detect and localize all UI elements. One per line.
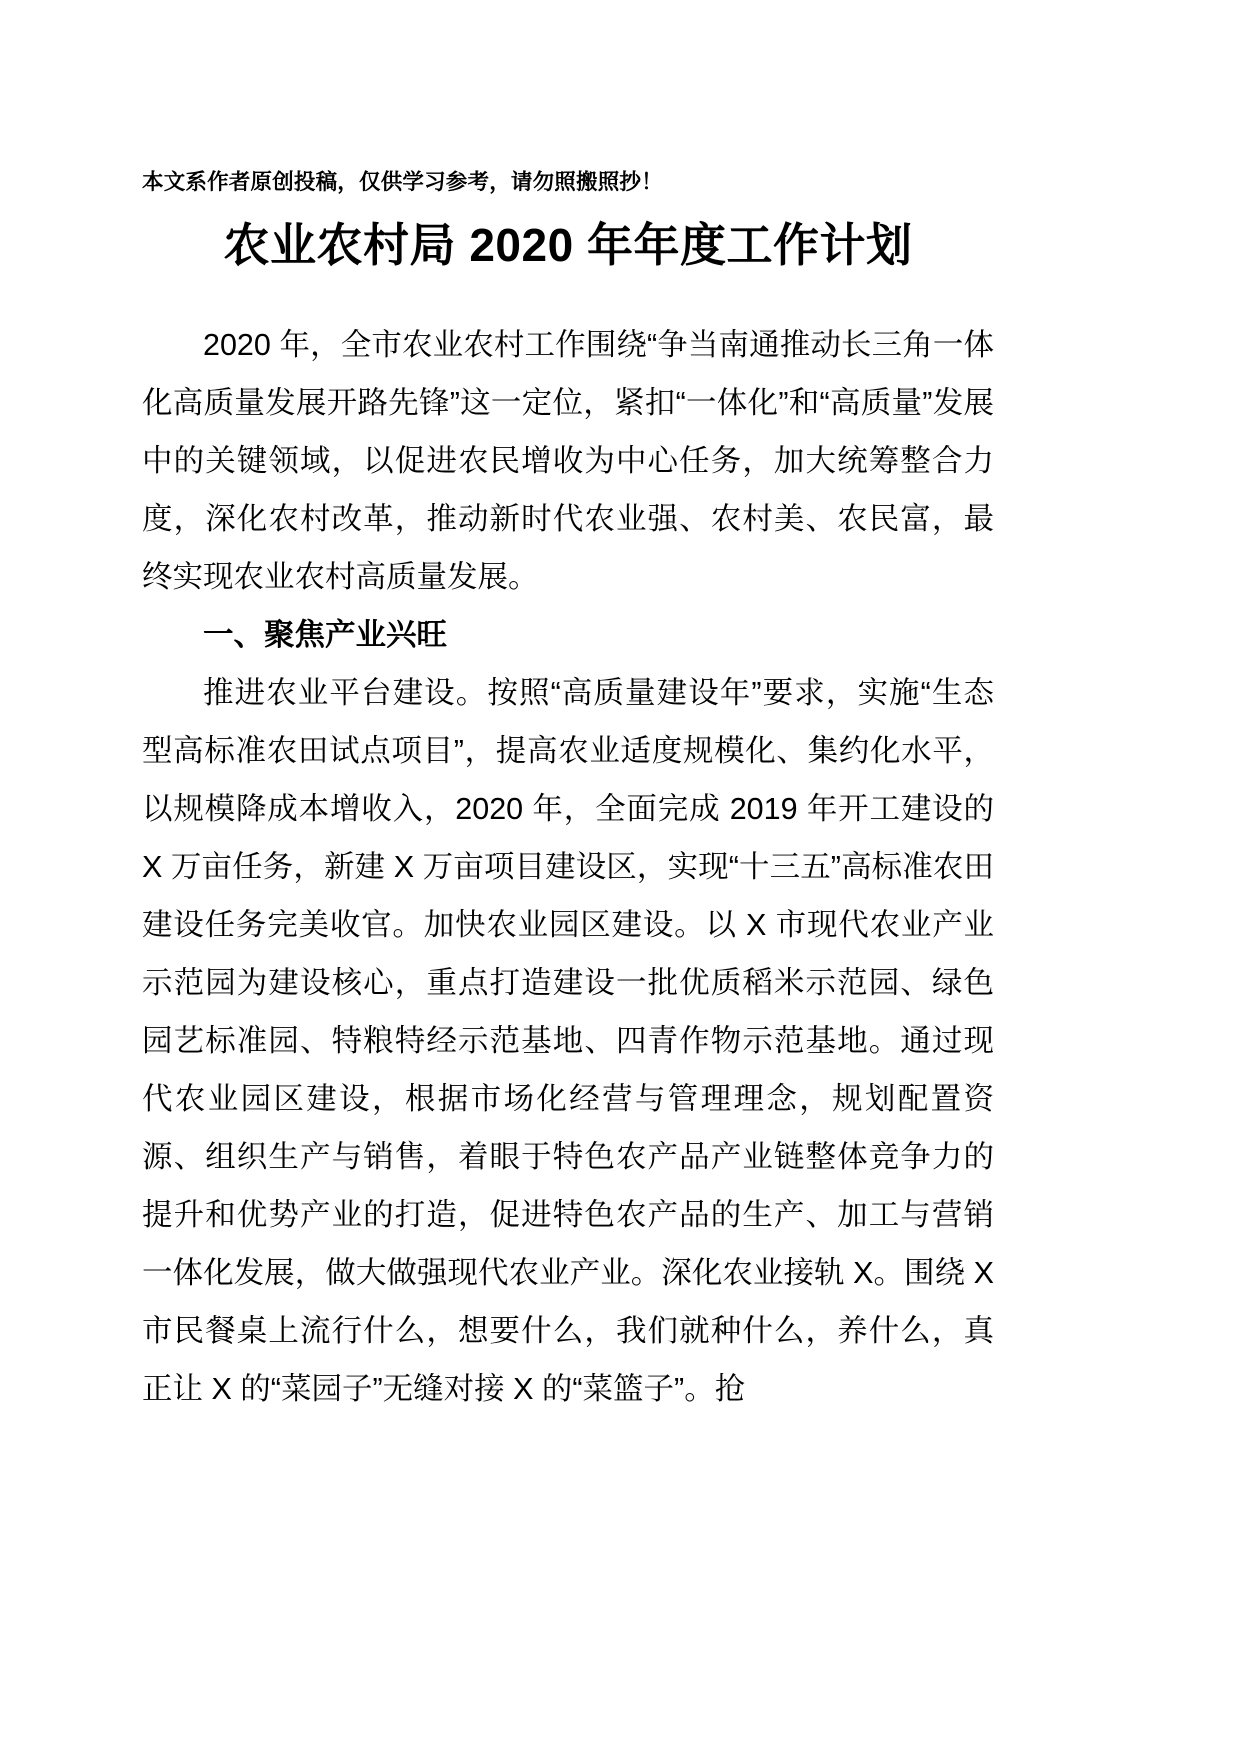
- page-title: 农业农村局 2020 年年度工作计划: [223, 219, 913, 271]
- disclaimer-notice: 本文系作者原创投稿，仅供学习参考，请勿照搬照抄！: [142, 170, 663, 194]
- page-content: [142, 0, 994, 1418]
- paragraph-intro: 2020 年，全市农业农村工作围绕“争当南通推动长三角一体化高质量发展开路先锋”这一定位，紧扣“一体化”和“高质量”发展中的关键领域，以促进农民增收为中心任务，加大统筹整合力度，深化农村改革，推动新时代农业强、农村美、农民富，最终实现农业农村高质量发展。: [142, 328, 994, 594]
- section-heading-1: 一、聚焦产业兴旺: [203, 618, 447, 652]
- paragraph-section-1-body: 推进农业平台建设。按照“高质量建设年”要求，实施“生态型高标准农田试点项目”，提高农业适度规模化、集约化水平，以规模降成本增收入，2020 年，全面完成 2019 年开工建设的 X 万亩任务，新建 X 万亩项目建设区，实现“十三五”高标准农田建设任务完美收官。加快农业园区建设。以 X 市现代农业产业示范园为建设核心，重点打造建设一批优质稻米示范园、绿色园艺标准园、特粮特经示范基地、四青作物示范基地。通过现代农业园区建设，根据市场化经营与管理理念，规划配置资源、组织生产与销售，着眼于特色农产品产业链整体竞争力的提升和优势产业的打造，促进特色农产品的生产、加工与营销一体化发展，做大做强现代农业产业。深化农业接轨 X。围绕 X 市民餐桌上流行什么，想要什么，我们就种什么，养什么，真正让 X 的“菜园子”无缝对接 X 的“菜篮子”。抢: [142, 676, 994, 1406]
